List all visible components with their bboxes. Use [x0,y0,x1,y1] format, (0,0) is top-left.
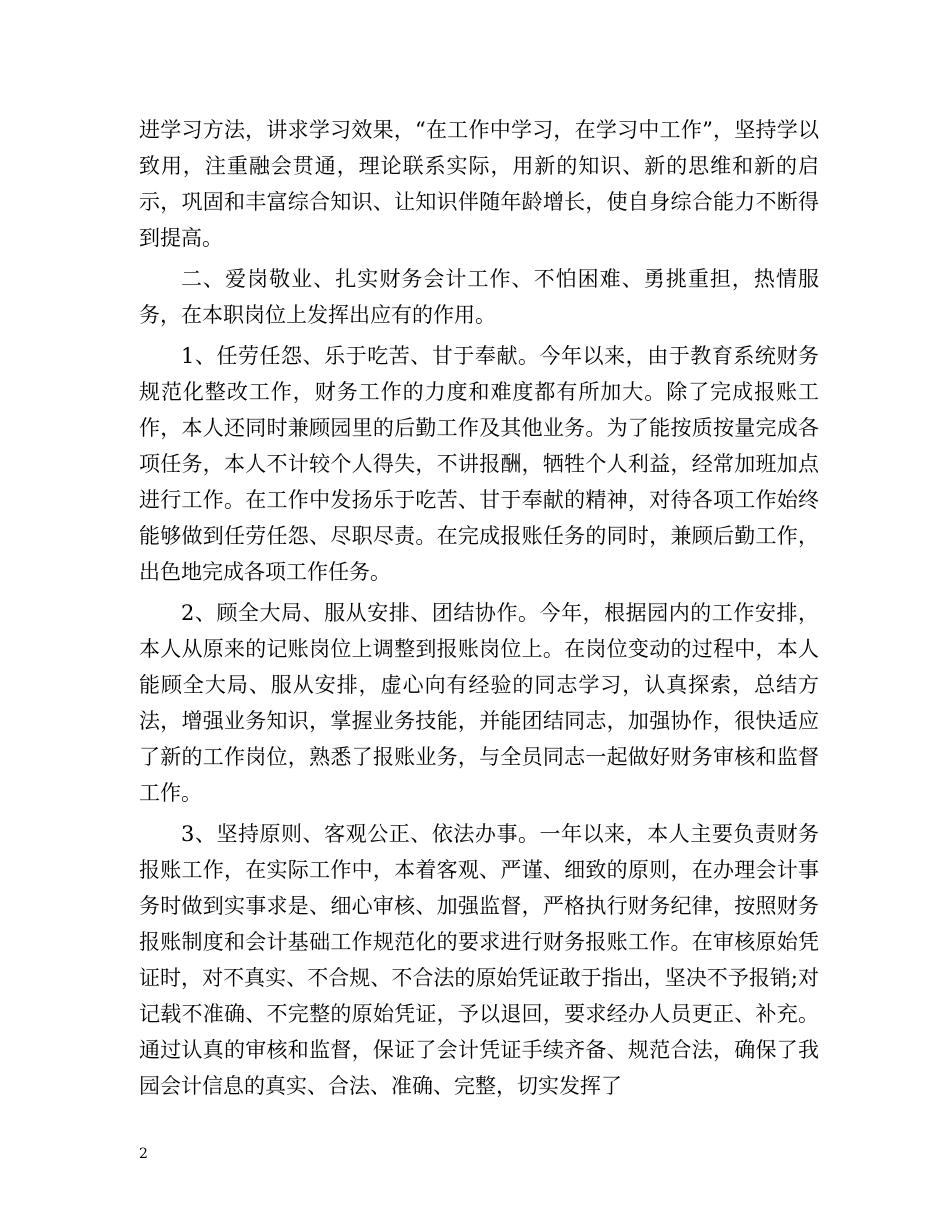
page-number: 2 [139,1146,148,1162]
paragraph-item-2: 2、顾全大局、服从安排、团结协作。今年，根据园内的工作安排，本人从原来的记账岗位上调整到报账岗位上。在岗位变动的过程中，本人能顾全大局、服从安排，虚心向有经验的同志学习，认真探索，总结方法，增强业务知识，掌握业务技能，并能团结同志，加强协作，很快适应了新的工作岗位，熟悉了报账业务，与全员同志一起做好财务审核和监督工作。 [139,601,819,805]
paragraph-item-3: 3、坚持原则、客观公正、依法办事。一年以来，本人主要负责财务报账工作，在实际工作中，本着客观、严谨、细致的原则，在办理会计事务时做到实事求是、细心审核、加强监督，严格执行财务纪律，按照财务报账制度和会计基础工作规范化的要求进行财务报账工作。在审核原始凭证时，对不真实、不合规、不合法的原始凭证敢于指出，坚决不予报销;对记载不准确、不完整的原始凭证，予以退回，要求经办人员更正、补充。通过认真的审核和监督，保证了会计凭证手续齐备、规范合法，确保了我园会计信息的真实、合法、准确、完整，切实发挥了 [139,822,819,1098]
paragraph-section-two: 二、爱岗敬业、扎实财务会计工作、不怕困难、勇挑重担，热情服务，在本职岗位上发挥出应有的作用。 [139,267,819,327]
document-body [139,112,819,1109]
paragraph-continuation: 进学习方法，讲求学习效果，“在工作中学习，在学习中工作”，坚持学以致用，注重融会贯通，理论联系实际，用新的知识、新的思维和新的启示，巩固和丰富综合知识、让知识伴随年龄增长，使自身综合能力不断得到提高。 [139,118,819,250]
paragraph-item-1: 1、任劳任怨、乐于吃苦、甘于奉献。今年以来，由于教育系统财务规范化整改工作，财务工作的力度和难度都有所加大。除了完成报账工作，本人还同时兼顾园里的后勤工作及其他业务。为了能按质按量完成各项任务，本人不计较个人得失，不讲报酬，牺牲个人利益，经常加班加点进行工作。在工作中发扬乐于吃苦、甘于奉献的精神，对待各项工作始终能够做到任劳任怨、尽职尽责。在完成报账任务的同时，兼顾后勤工作，出色地完成各项工作任务。 [139,344,819,584]
